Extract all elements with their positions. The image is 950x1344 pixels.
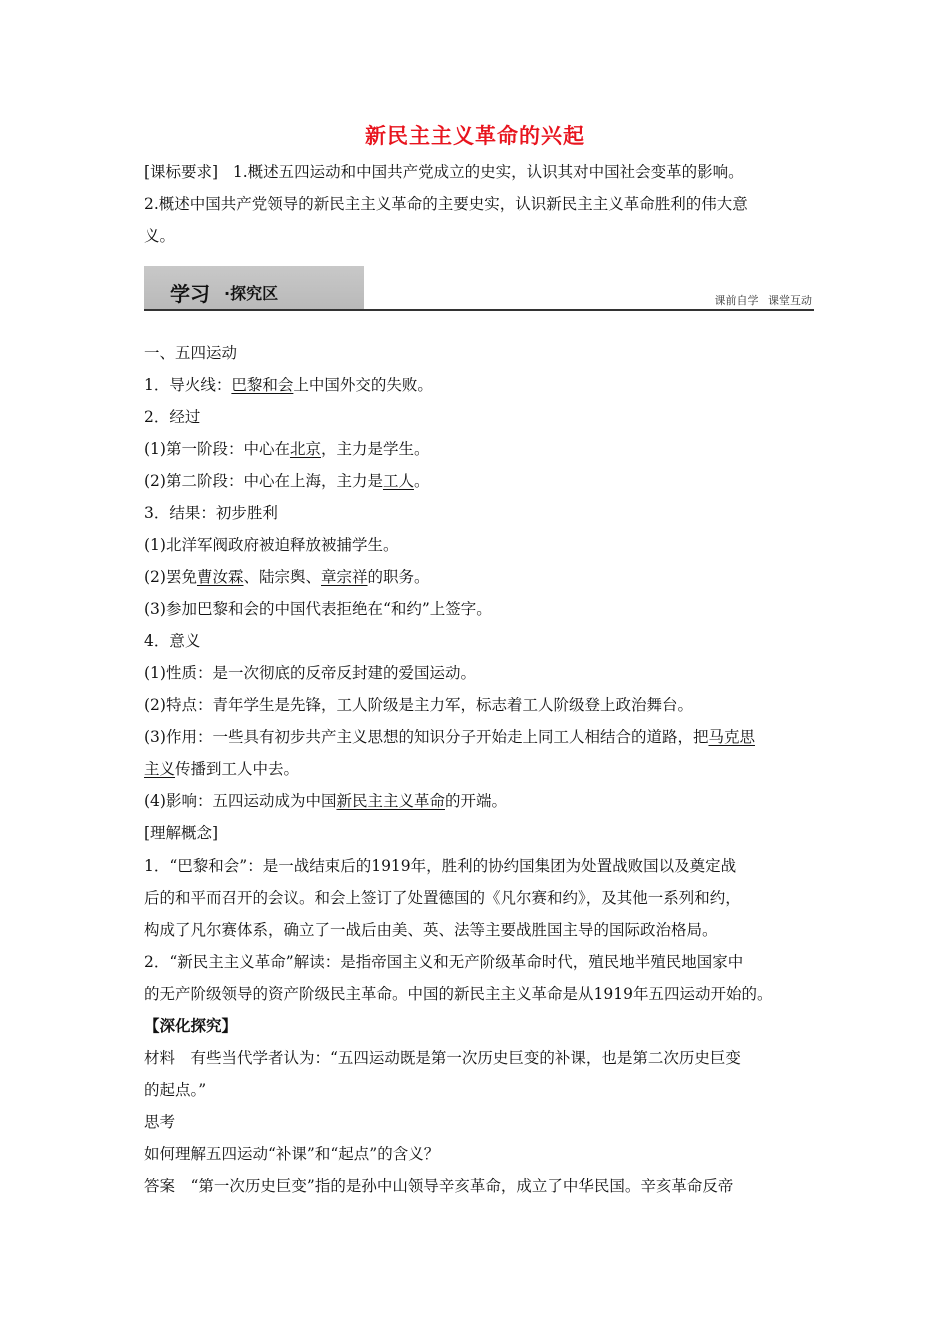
meaning4-post: 的开端。 [444,792,507,810]
result2-post: 的职务。 [367,568,430,586]
section-banner [144,266,814,312]
result2-key2: 章宗祥 [321,568,368,586]
question: 如何理解五四运动“补课”和“起点”的含义？ [144,1145,440,1163]
meaning3-cont-key: 主义 [144,760,176,778]
answer: 答案 “第一次历史巨变”指的是孙中山领导辛亥革命，成立了中华民国。辛亥革命反帝 [144,1177,734,1195]
requirement-item-1: 1.概述五四运动和中国共产党成立的史实，认识其对中国社会变革的影响。 [232,163,744,181]
result2-mid: 、陆宗舆、 [243,568,321,586]
banner-right-text: 课前自学 课堂互动 [714,294,812,307]
page-title: 新民主主义革命的兴起 [365,124,585,148]
result-1: (1)北洋军阀政府被迫释放被捕学生。 [144,536,399,554]
banner-rule [144,309,814,311]
result-2 [144,567,430,587]
meaning-3-cont [144,759,299,779]
fuse-key: 巴黎和会 [231,376,294,394]
concept-1-l3: 构成了凡尔赛体系，确立了一战后由美、英、法等主要战胜国主导的国际政治格局。 [144,921,718,939]
meaning-heading: 4．意义 [144,632,201,650]
banner-main-text: 学习 [170,282,210,306]
stage1-post: ，主力是学生。 [320,440,430,458]
result2-pre: (2)罢免 [144,568,197,586]
concept-2-l1: 2．“新民主主义革命”解读：是指帝国主义和无产阶级革命时代，殖民地半殖民地国家中 [144,953,744,971]
stage2-key: 工人 [382,472,414,490]
stage-2 [144,471,430,491]
material-l2: 的起点。” [144,1081,207,1099]
meaning4-key: 新民主主义革命 [336,792,445,810]
meaning4-pre: (4)影响：五四运动成为中国 [144,792,337,810]
process-heading: 2．经过 [144,408,201,426]
fuse-pre: 1．导火线： [144,376,232,394]
meaning3-pre: (3)作用：一些具有初步共产主义思想的知识分子开始走上同工人相结合的道路，把 [144,728,709,746]
requirements-line-1 [144,162,744,182]
fuse-post: 上中国外交的失败。 [293,376,433,394]
stage2-pre: (2)第二阶段：中心在上海，主力是 [144,472,383,490]
requirements-label: [课标要求] [144,163,219,181]
material-l1: 材料 有些当代学者认为：“五四运动既是第一次历史巨变的补课，也是第二次历史巨变 [144,1049,741,1067]
meaning-1: (1)性质：是一次彻底的反帝反封建的爱国运动。 [144,664,476,682]
requirement-item-2: 2.概述中国共产党领导的新民主主义革命的主要史实，认识新民主主义革命胜利的伟大意 [144,195,748,213]
think-label: 思考 [144,1113,176,1131]
fuse-line [144,375,433,395]
requirement-item-2-cont: 义。 [144,227,176,245]
result-3: (3)参加巴黎和会的中国代表拒绝在“和约”上签字。 [144,600,492,618]
meaning3-cont-post: 传播到工人中去。 [175,760,300,778]
stage1-pre: (1)第一阶段：中心在 [144,440,290,458]
meaning-2: (2)特点：青年学生是先锋，工人阶级是主力军，标志着工人阶级登上政治舞台。 [144,696,693,714]
meaning-4 [144,791,507,811]
result2-key1: 曹汝霖 [196,568,244,586]
banner-sub-text: ·探究区 [224,284,279,303]
concept-1-l1: 1．“巴黎和会”：是一战结束后的1919年，胜利的协约国集团为处置战败国以及奠定战 [144,857,737,875]
concept-1-l2: 后的和平而召开的会议。和会上签订了处置德国的《凡尔赛和约》，及其他一系列和约， [144,889,741,907]
stage2-post: 。 [413,472,430,490]
result-heading: 3．结果：初步胜利 [144,504,278,522]
section-heading: 一、五四运动 [144,344,238,362]
meaning3-key: 马克思 [708,728,755,746]
deep-label: 【深化探究】 [144,1016,238,1035]
concept-2-l2: 的无产阶级领导的资产阶级民主革命。中国的新民主主义革命是从1919年五四运动开始的。 [144,985,773,1003]
stage1-key: 北京 [289,440,321,458]
concepts-label: [理解概念] [144,824,219,842]
stage-1 [144,439,430,459]
meaning-3 [144,727,755,747]
